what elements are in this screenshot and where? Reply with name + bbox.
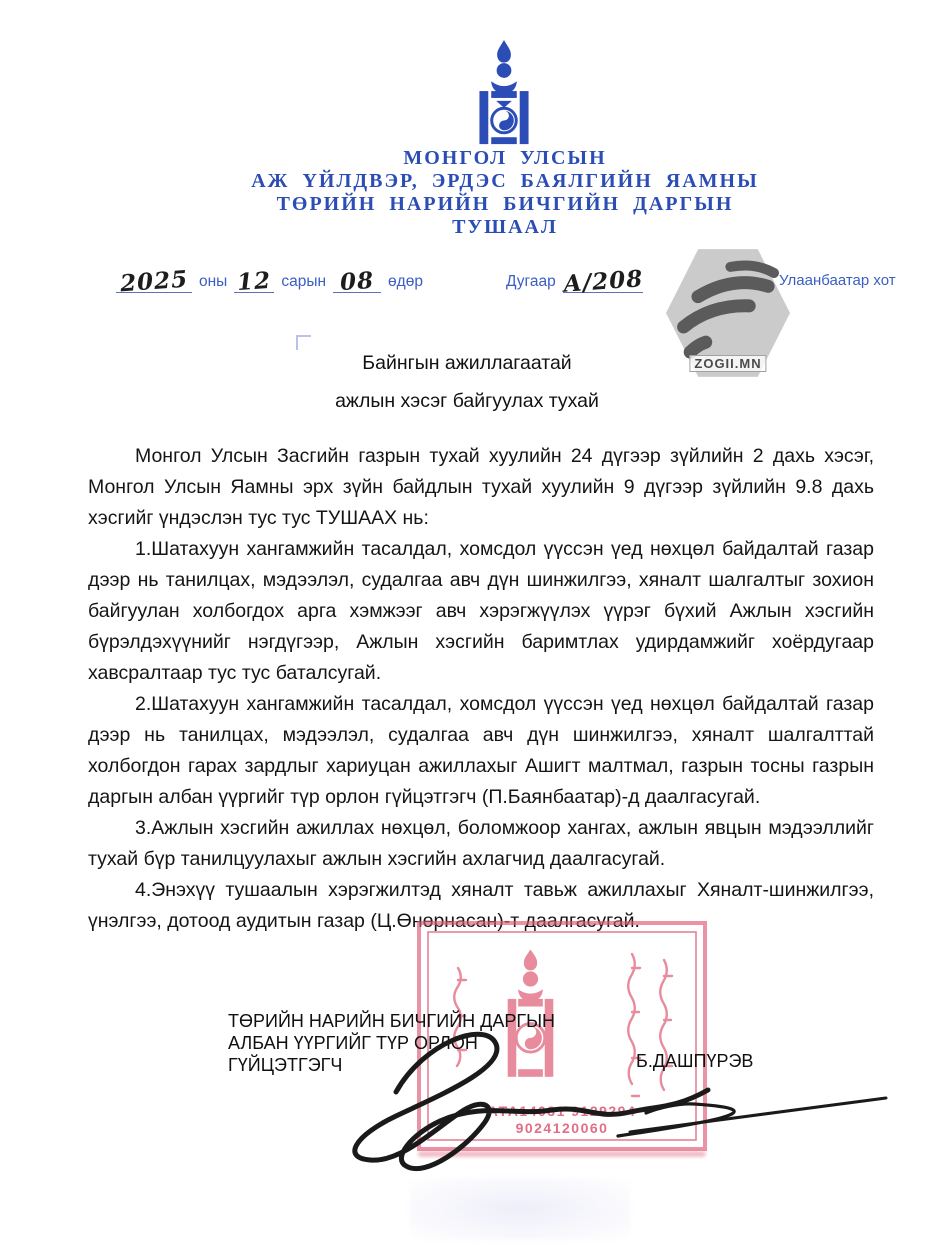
order-body: [88, 441, 874, 937]
order-number-blank: [561, 265, 644, 298]
order-title-line1: Байнгын ажиллагаатай: [362, 352, 572, 374]
signatory-position-line3: ГҮЙЦЭТГЭГЧ: [228, 1055, 343, 1075]
stamp-serial-line1: АТА14031 9129294: [487, 1103, 637, 1119]
signatory-position-line1: ТӨРИЙН НАРИЙН БИЧГИЙН ДАРГЫН: [228, 1011, 556, 1031]
order-number-value: А/208: [561, 265, 644, 298]
date-day-label: өдөр: [388, 273, 423, 290]
ministry-header: [60, 147, 934, 239]
header-line-ministry: АЖ ҮЙЛДВЭР, ЭРДЭС БАЯЛГИЙН ЯАМНЫ: [251, 170, 759, 192]
date-day-blank: [333, 266, 381, 297]
soyombo-emblem-icon: [474, 40, 534, 150]
date-number-row: [116, 257, 644, 298]
body-intro-paragraph: Монгол Улсын Засгийн газрын тухай хуулийн 24 дүгээр зүйлийн 2 дахь хэсэг, Монгол Улсын Яамны эрх зүйн байдлын тухай хуулийн 9 дүгээр зүйлийн 9.8 дахь хэсгийг үндэслэн тус тус ТУШААХ нь:: [88, 445, 874, 529]
header-line-official: ТӨРИЙН НАРИЙН БИЧГИЙН ДАРГЫН: [276, 193, 734, 215]
header-line-doctype: ТУШААЛ: [452, 216, 558, 238]
order-title-line2: ажлын хэсэг байгуулах тухай: [335, 390, 599, 412]
date-year-label: оны: [199, 273, 228, 290]
date-month-label: сарын: [281, 273, 327, 290]
stamp-serial-line2: 9024120060: [515, 1120, 609, 1136]
date-year-value: 2025: [119, 265, 189, 298]
body-item-3: 3.Ажлын хэсгийн ажиллах нөхцөл, боломжоор хангах, ажлын явцын мэдээллийг тухай бүр танилцуулахыг ажлын хэсгийн ахлагчид даалгасугай.: [88, 817, 874, 870]
date-month-blank: [234, 266, 274, 297]
body-item-4: 4.Энэхүү тушаалын хэрэгжилтэд хяналт тавьж ажиллахыг Хяналт-шинжилгээ, үнэлгээ, дотоод аудитын газар (Ц.Өнөрнасан)-т даалгасугай.: [88, 879, 874, 932]
body-item-2: 2.Шатахуун хангамжийн тасалдал, хомсдол үүссэн үед нөхцөл байдалтай газар дээр нь танилцах, мэдээлэл, судалгаа авч дүн шинжилгээ, хяналт шалгалттай холбогдон гарах зардлыг хариуцан ажиллахыг Ашигт малтмал, газрын тосны газрын даргын албан үүргийг түр орлон гүйцэтгэгч (П.Баянбаатар)-д даалгасугай.: [88, 693, 874, 808]
city-label: Улаанбаатар хот: [779, 272, 896, 289]
body-item-1: 1.Шатахуун хангамжийн тасалдал, хомсдол үүссэн үед нөхцөл байдалтай газар дээр нь танилцах, мэдээлэл, судалгаа авч дүн шинжилгээ, хяналт шалгалтыг зохион байгуулан холбогдох арга хэмжээг авч хэрэгжүүлэх үүрэг бүхий Ажлын хэсгийн бүрэлдэхүүнийг нэгдүгээр, Ажлын хэсгийн баримтлах удирдамжийг хоёрдугаар хавсралтаар тус тус баталсугай.: [88, 538, 874, 684]
signatory-position-line2: АЛБАН ҮҮРГИЙГ ТҮР ОРЛОН: [228, 1033, 478, 1053]
order-number-label: Дугаар: [505, 273, 556, 290]
date-day-value: 08: [339, 266, 376, 297]
date-year-blank: [116, 265, 192, 298]
header-line-country: МОНГОЛ УЛСЫН: [403, 147, 607, 169]
crop-corner-mark: [296, 335, 311, 350]
signatory-name: Б.ДАШПҮРЭВ: [636, 1051, 754, 1071]
handwritten-signature: [278, 1014, 898, 1182]
date-month-value: 12: [236, 266, 273, 297]
watermark-label: ZOGII.MN: [689, 355, 766, 372]
scan-smudge: [410, 1178, 630, 1240]
